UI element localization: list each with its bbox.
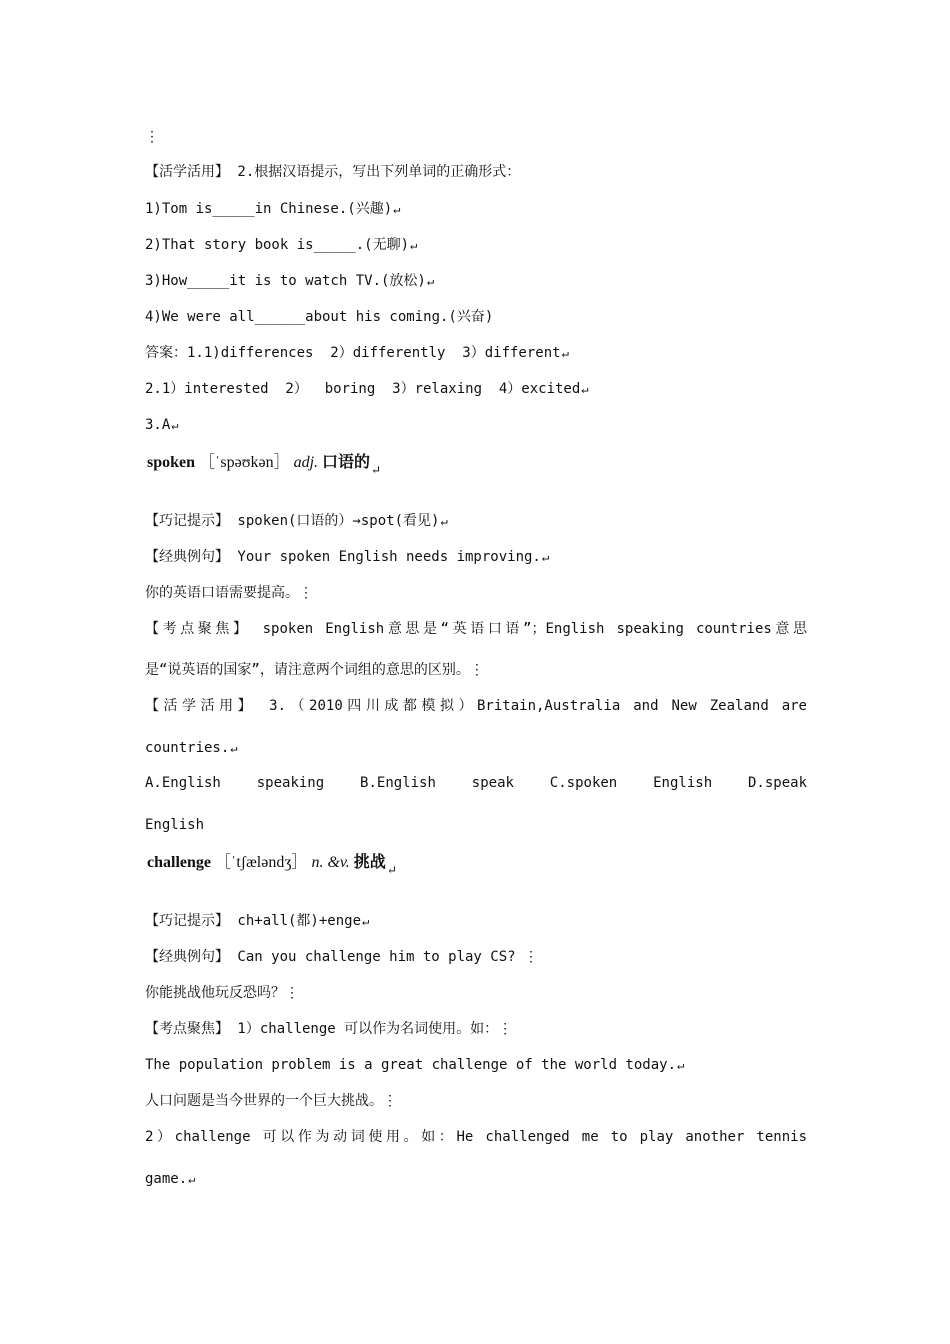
text-line xyxy=(145,162,807,182)
line-text: countries. xyxy=(145,740,230,756)
text-line xyxy=(145,947,807,967)
line-text: 1)Tom is_____in Chinese.(兴趣) xyxy=(145,201,393,217)
text-line xyxy=(145,619,807,639)
line-text: 2)That story book is_____.(无聊) xyxy=(145,237,410,253)
line-text: 4)We were all______about his coming.(兴奋) xyxy=(145,309,494,325)
line-text: 你的英语口语需要提高。⋮ xyxy=(145,585,313,601)
text-line xyxy=(145,415,807,435)
entry-word: challenge xyxy=(147,854,211,871)
text-line xyxy=(145,271,807,291)
line-text: 2）challenge 可以作为动词使用。如：He challenged me to play another tennis xyxy=(145,1129,807,1145)
vocabulary-entry xyxy=(147,851,397,877)
line-text: 3.A xyxy=(145,417,171,433)
line-text: 【考点聚焦】 1）challenge 可以作为名词使用。如：⋮ xyxy=(145,1021,513,1037)
line-text: 【经典例句】 Your spoken English needs improving. xyxy=(145,549,541,565)
paragraph-return-icon: ↵ xyxy=(230,741,238,755)
vocabulary-entry xyxy=(147,451,382,477)
line-text: 人口问题是当今世界的一个巨大挑战。⋮ xyxy=(145,1093,397,1109)
line-text: game. xyxy=(145,1171,188,1187)
text-line xyxy=(145,660,807,680)
entry-part-of-speech: n. &v. xyxy=(311,854,350,871)
text-line xyxy=(145,199,807,219)
entry-word: spoken xyxy=(147,454,196,471)
paragraph-return-icon: ↵ xyxy=(426,274,435,288)
text-line xyxy=(145,583,807,603)
line-text: 2.1）interested 2） boring 3）relaxing 4）excited xyxy=(145,381,581,397)
text-line xyxy=(145,379,807,399)
paragraph-return-icon: ↵ xyxy=(171,418,179,432)
text-line xyxy=(145,1055,807,1075)
line-text: 答案：1.1)differences 2）differently 3）different xyxy=(145,345,561,361)
text-line xyxy=(145,1091,807,1111)
text-line xyxy=(145,1169,807,1189)
paragraph-return-icon: ↵ xyxy=(188,1172,196,1186)
paragraph-return-icon: ↵ xyxy=(386,863,397,877)
paragraph-return-icon: ↵ xyxy=(410,238,418,252)
paragraph-return-icon: ↵ xyxy=(561,346,569,360)
entry-meaning: 挑战 xyxy=(353,852,386,871)
line-text: The population problem is a great challenge of the world today. xyxy=(145,1057,677,1073)
paragraph-return-icon: ↵ xyxy=(541,550,550,564)
text-line xyxy=(145,127,807,147)
paragraph-return-icon: ↵ xyxy=(362,914,370,928)
paragraph-return-icon: ↵ xyxy=(440,514,448,528)
entry-part-of-speech: adj. xyxy=(293,454,319,471)
text-line xyxy=(145,983,807,1003)
text-line xyxy=(145,773,807,793)
text-line xyxy=(145,911,807,931)
paragraph-return-icon: ↵ xyxy=(581,382,589,396)
text-line xyxy=(145,511,807,531)
line-text: 【考点聚焦】 spoken English意思是“英语口语”；English speaking countries意思 xyxy=(145,621,807,637)
line-text: 3)How_____it is to watch TV.(放松) xyxy=(145,273,426,289)
text-line xyxy=(145,307,807,327)
text-line xyxy=(145,1127,807,1147)
line-text: 【巧记提示】 spoken(口语的）→spot(看见) xyxy=(145,513,440,529)
text-line xyxy=(145,343,807,363)
line-text: 【活学活用】 3.（2010四川成都模拟）Britain,Australia and New Zealand are xyxy=(145,698,807,714)
line-text: A.English speaking B.English speak C.spoken English D.speak xyxy=(145,775,807,791)
text-line xyxy=(145,1019,807,1039)
text-line xyxy=(145,738,807,758)
line-text: ⋮ xyxy=(145,129,159,145)
paragraph-return-icon: ↵ xyxy=(371,463,382,477)
line-text: 你能挑战他玩反恐吗？⋮ xyxy=(145,985,299,1001)
paragraph-return-icon: ↵ xyxy=(393,202,401,216)
text-line xyxy=(145,696,807,716)
paragraph-return-icon: ↵ xyxy=(677,1058,685,1072)
text-line xyxy=(145,235,807,255)
entry-phonetic: ［ˈtʃæləndʒ］ xyxy=(215,854,308,871)
entry-phonetic: ［ˈspəʊkən］ xyxy=(199,454,290,471)
line-text: English xyxy=(145,817,205,833)
line-text: 【巧记提示】 ch+all(都)+enge xyxy=(145,913,362,929)
text-line xyxy=(145,815,807,835)
line-text: 【经典例句】 Can you challenge him to play CS? ⋮ xyxy=(145,949,539,965)
entry-meaning: 口语的 xyxy=(322,452,371,471)
line-text: 【活学活用】 2.根据汉语提示，写出下列单词的正确形式： xyxy=(145,164,521,180)
line-text: 是“说英语的国家”，请注意两个词组的意思的区别。⋮ xyxy=(145,662,484,678)
text-line xyxy=(145,547,807,567)
